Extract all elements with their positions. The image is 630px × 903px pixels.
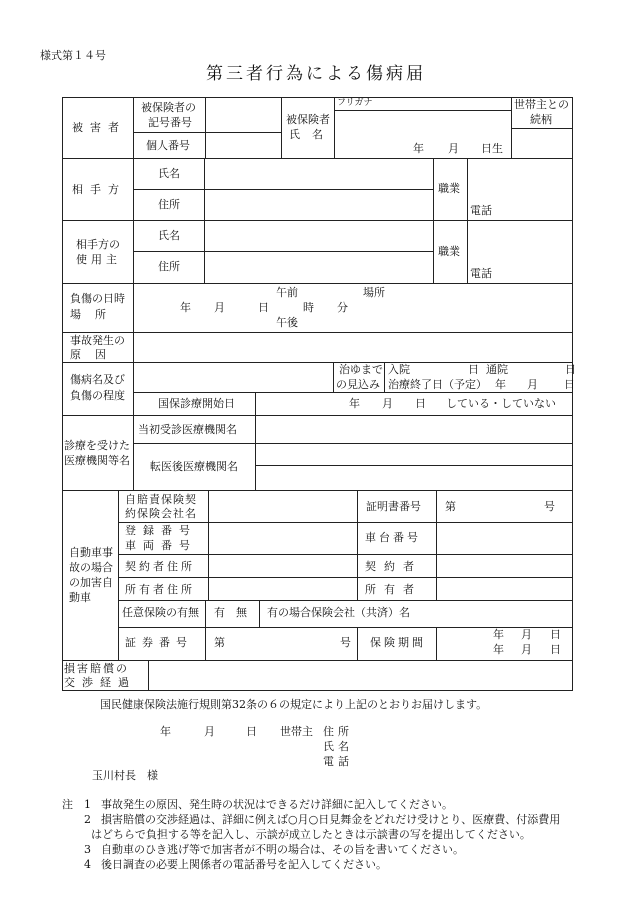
personal-number-field[interactable] — [206, 133, 280, 157]
treatment-start-month: 月 — [382, 397, 393, 410]
owner-address-field[interactable] — [209, 578, 356, 599]
employer-label: 相手方の — [76, 238, 120, 251]
other-party-occupation-label: 職業 — [438, 182, 460, 195]
other-party-name-field[interactable] — [205, 159, 432, 188]
personal-number-label: 個人番号 — [146, 139, 190, 152]
page-title: 第三者行為による傷病届 — [206, 64, 426, 84]
injury-month: 月 — [214, 301, 225, 314]
policy-suffix: 号 — [340, 636, 351, 649]
sign-month: 月 — [204, 725, 215, 738]
period-from-month: 月 — [521, 628, 532, 641]
householder-label: 世帯主 — [280, 725, 313, 738]
treatment-end-day: 日 — [564, 378, 575, 391]
inpatient-day: 日 — [468, 363, 479, 376]
employer-name-field[interactable] — [205, 221, 432, 250]
owner-address-label: 所有者住所 — [125, 583, 195, 596]
injury-year: 年 — [180, 301, 191, 314]
treatment-end-label: 治療終了日（予定） — [388, 378, 487, 391]
injury-minute: 分 — [337, 301, 348, 314]
employer-occupation-label: 職業 — [438, 245, 460, 258]
householder-name-label: 氏名 — [323, 740, 353, 753]
negotiation-label: 損害賠償の — [64, 662, 129, 675]
injury-day: 日 — [258, 301, 269, 314]
insured-name-label-2: 氏名 — [289, 128, 335, 141]
recovery-label: 治ゆまで — [339, 363, 383, 376]
accident-cause-label-2: 原因 — [70, 348, 120, 361]
relation-label: 世帯主との — [514, 98, 569, 111]
injury-name-label-2: 負傷の程度 — [70, 389, 125, 402]
registration-number-label: 登録番号 — [125, 524, 197, 537]
relation-field[interactable] — [512, 129, 572, 157]
first-institution-field[interactable] — [256, 416, 571, 442]
am-label: 午前 — [276, 286, 298, 299]
period-to-year: 年 — [493, 643, 504, 656]
place-label: 場所 — [363, 286, 385, 299]
period-from-day: 日 — [550, 628, 561, 641]
dob-day: 日生 — [481, 142, 503, 155]
voluntary-yes-no[interactable]: 有 無 — [214, 606, 247, 619]
period-to-day: 日 — [550, 643, 561, 656]
institution-label: 診療を受けた — [64, 439, 130, 452]
sign-day: 日 — [246, 725, 257, 738]
pm-label: 午後 — [276, 316, 298, 329]
employer-phone-label: 電話 — [470, 267, 492, 280]
accident-cause-field[interactable] — [134, 333, 571, 361]
injury-name-field[interactable] — [134, 363, 332, 391]
note-text: 後日調査の必要上関係者の電話番号を記入してください。 — [101, 858, 387, 871]
negotiation-label-2: 交渉経過 — [64, 676, 136, 689]
insured-name-field[interactable] — [335, 111, 510, 141]
treatment-status[interactable]: している・していない — [446, 397, 556, 410]
householder-address-label: 住所 — [323, 725, 353, 738]
vehicle-number-label: 車両番号 — [125, 539, 197, 552]
inpatient-label: 入院 — [388, 363, 410, 376]
other-party-address-field[interactable] — [205, 190, 432, 219]
owner-label: 所有者 — [365, 583, 422, 596]
note-number: 1 — [84, 798, 91, 811]
registration-number-field[interactable] — [209, 523, 356, 553]
injury-name-label: 傷病名及び — [70, 373, 125, 386]
addressee: 玉川村長 様 — [92, 769, 158, 782]
dob-month: 月 — [448, 142, 459, 155]
voluntary-company-label: 有の場合保険会社（共済）名 — [267, 606, 410, 619]
negotiation-field[interactable] — [149, 661, 571, 689]
compulsory-insurer-field[interactable] — [209, 491, 356, 521]
insured-label: 被害者 — [72, 121, 126, 134]
form-number: 様式第１４号 — [40, 49, 106, 62]
treatment-start-day: 日 — [415, 397, 426, 410]
other-party-phone-label: 電話 — [470, 204, 492, 217]
policy-number-label: 証券番号 — [125, 636, 193, 649]
treatment-start-label: 国保診療開始日 — [158, 397, 235, 410]
injury-datetime-label: 負傷の日時 — [70, 292, 125, 305]
note-text: 自動車のひき逃げ等で加害者が不明の場合は、その旨を書いてください。 — [101, 843, 464, 856]
injury-hour: 時 — [303, 301, 314, 314]
treatment-end-year: 年 — [495, 378, 506, 391]
period-from-year: 年 — [493, 628, 504, 641]
period-to-month: 月 — [521, 643, 532, 656]
certificate-suffix: 号 — [544, 500, 555, 513]
outpatient-label: 通院 — [486, 363, 508, 376]
transfer-institution-field[interactable] — [256, 466, 571, 489]
note-text: 損害賠償の交渉経過は、詳細に例えば○月○日見舞金をどれだけ受けとり、医療費、付添費用 — [101, 813, 561, 826]
note-text: はどちらで負担する等を記入し、示談が成立したときは示談書の写を提出してください。 — [91, 828, 531, 841]
insured-number-field[interactable] — [206, 98, 280, 131]
injury-datetime-label-2: 場所 — [70, 308, 120, 321]
recovery-label-2: の見込み — [336, 378, 380, 391]
policy-prefix: 第 — [214, 636, 225, 649]
insured-name-label: 被保険者 — [286, 113, 330, 126]
compulsory-insurer-label-2: 約保険会社名 — [125, 507, 197, 520]
compulsory-insurer-label: 自賠責保険契 — [125, 493, 197, 506]
employer-name-label: 氏名 — [158, 229, 180, 242]
note-number: 4 — [84, 858, 91, 871]
contractor-address-field[interactable] — [209, 555, 356, 576]
insurance-period-label: 保険期間 — [370, 636, 426, 649]
employer-address-label: 住所 — [158, 260, 180, 273]
dob-year: 年 — [413, 142, 424, 155]
other-party-name-label: 氏名 — [158, 167, 180, 180]
note-number: 2 — [84, 813, 91, 826]
certificate-number-label: 証明書番号 — [366, 500, 421, 513]
institution-label-2: 医療機関等名 — [64, 454, 130, 467]
treatment-start-year: 年 — [349, 397, 360, 410]
vehicle-label: 自動車事 故の場合 の加害自 動車 — [69, 546, 113, 604]
voluntary-insurance-label: 任意保険の有無 — [122, 606, 199, 619]
relation-label-2: 続柄 — [530, 113, 552, 126]
other-party-address-label: 住所 — [158, 198, 180, 211]
contractor-label: 契約者 — [365, 560, 422, 573]
note-number: 3 — [84, 843, 91, 856]
insured-number-label-2: 記号番号 — [148, 116, 192, 129]
furigana-label: フリガナ — [337, 98, 373, 108]
sign-year: 年 — [160, 725, 171, 738]
contractor-address-label: 契約者住所 — [125, 560, 195, 573]
accident-cause-label: 事故発生の — [70, 334, 125, 347]
treatment-end-month: 月 — [527, 378, 538, 391]
outpatient-day: 日 — [565, 363, 576, 376]
chassis-number-label: 車台番号 — [365, 531, 421, 544]
certificate-prefix: 第 — [445, 500, 456, 513]
declaration-text: 国民健康保険法施行規則第32条の６の規定により上記のとおりお届けします。 — [100, 698, 488, 711]
insured-number-label: 被保険者の — [141, 101, 196, 114]
employer-address-field[interactable] — [205, 252, 432, 282]
notes-prefix: 注 — [62, 798, 73, 811]
other-party-label: 相手方 — [72, 183, 126, 196]
transfer-institution-label: 転医後医療機関名 — [150, 460, 238, 473]
employer-label-2: 使用主 — [76, 253, 121, 266]
note-text: 事故発生の原因、発生時の状況はできるだけ詳細に記入してください。 — [101, 798, 453, 811]
first-institution-label: 当初受診医療機関名 — [138, 423, 237, 436]
householder-phone-label: 電話 — [323, 755, 353, 768]
